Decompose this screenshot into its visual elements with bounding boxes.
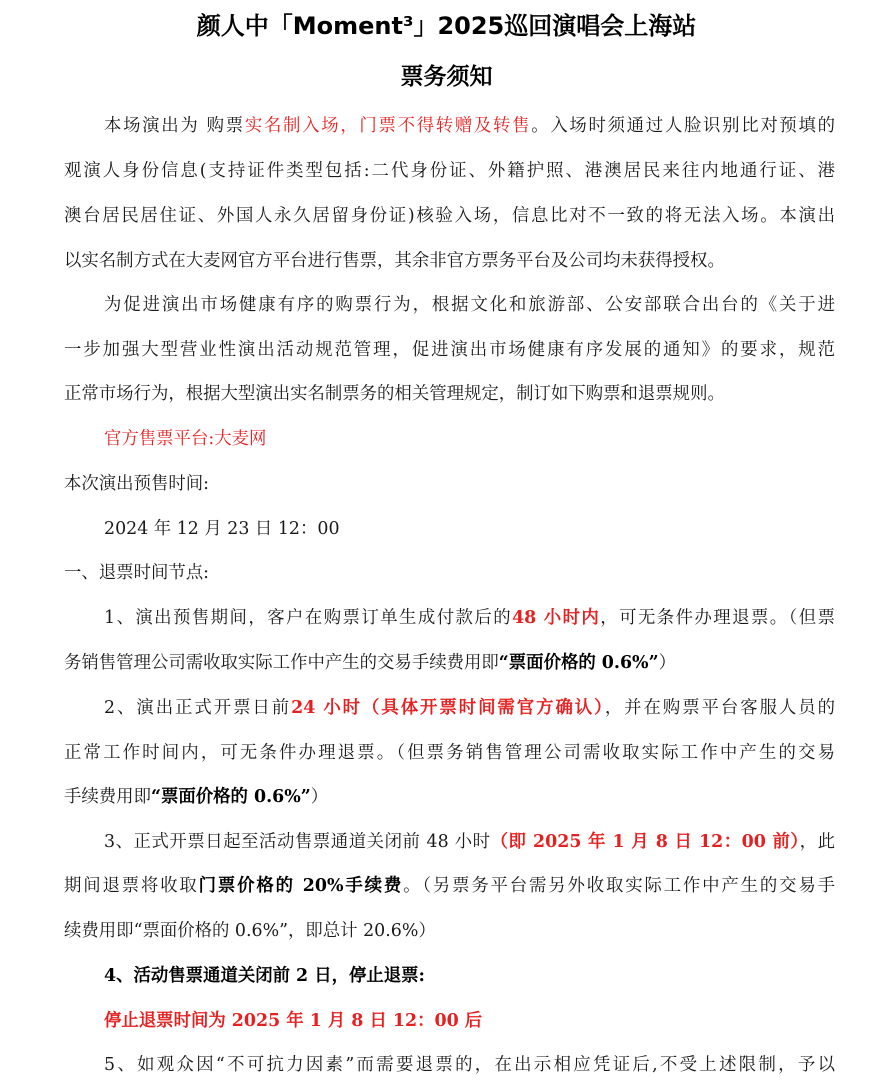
page-subtitle: 票务须知	[400, 64, 493, 90]
item3-text: 。（另票务平台需另外收取实际工作中产生的交易手	[403, 876, 835, 896]
item2-text: ，并在购票平台客服人员的	[604, 698, 835, 718]
item4-stop-time: 停止退票时间为 2025 年 1 月 8 日 12：00 后	[104, 1011, 483, 1031]
item2-highlight: 24 小时（具体开票时间需官方确认）	[291, 698, 605, 718]
p2-line-1: 为促进演出市场健康有序的购票行为，根据文化和旅游部、公安部联合出台的《关于进	[104, 295, 835, 315]
item5-line-1: 5、如观众因“不可抗力因素”而需要退票的，在出示相应凭证后,不受上述限制，予以	[104, 1055, 835, 1075]
item2-fee-bold: “票面价格的 0.6%”	[150, 787, 311, 807]
p2-line-2: 一步加强大型营业性演出活动规范管理，促进演出市场健康有序发展的通知》的要求，规范	[64, 340, 835, 360]
item1-text: 务销售管理公司需收取实际工作中产生的交易手续费用即	[64, 653, 499, 673]
item2-text: ）	[310, 787, 329, 807]
p1-line-1	[104, 111, 835, 141]
p1-line-4: 以实名制方式在大麦网官方平台进行售票，其余非官方票务平台及公司均未获得授权。	[64, 251, 725, 271]
item4-line-1: 4、活动售票通道关闭前 2 日，停止退票:	[104, 966, 425, 986]
section-heading: 一、退票时间节点:	[64, 563, 209, 583]
item1-fee-bold: “票面价格的 0.6%”	[498, 653, 659, 673]
item2-text: 手续费用即	[64, 787, 151, 807]
p2-line-3: 正常市场行为，根据大型演出实名制票务的相关管理规定，制订如下购票和退票规则。	[64, 384, 725, 404]
item2-line-1	[104, 693, 835, 723]
item1-highlight: 48 小时内	[512, 608, 601, 628]
p1-line-2: 观演人身份信息(支持证件类型包括:二代身份证、外籍护照、港澳居民来往内地通行证、港	[64, 161, 835, 181]
item1-text: ）	[658, 653, 676, 673]
item2-line-2: 正常工作时间内，可无条件办理退票。（但票务销售管理公司需收取实际工作中产生的交易	[64, 743, 835, 763]
item3-line-3: 续费用即“票面价格的 0.6%”，即总计 20.6%）	[64, 921, 436, 941]
item1-text: ，可无条件办理退票。（但票	[600, 608, 835, 628]
official-platform: 官方售票平台:大麦网	[104, 429, 267, 449]
item3-fee-bold: 门票价格的 20%手续费	[198, 876, 404, 896]
item3-line-2	[64, 871, 835, 901]
presale-label: 本次演出预售时间:	[64, 474, 209, 494]
p1-text: 本场演出为 购票	[104, 116, 245, 136]
item3-line-1	[104, 827, 835, 857]
item3-text: 3、正式开票日起至活动售票通道关闭前 48 小时	[104, 832, 491, 852]
page-title: 颜人中「Moment³」2025巡回演唱会上海站	[196, 12, 697, 40]
item1-line-1	[104, 603, 835, 633]
item2-line-3	[64, 782, 835, 812]
item1-text: 1、演出预售期间，客户在购票订单生成付款后的	[104, 608, 513, 628]
p1-line-3: 澳台居民居住证、外国人永久居留身份证)核验入场，信息比对不一致的将无法入场。本演出	[64, 206, 835, 226]
item3-highlight: （即 2025 年 1 月 8 日 12：00 前）	[490, 832, 800, 852]
presale-time: 2024 年 12 月 23 日 12：00	[104, 519, 340, 539]
item3-text: ，此	[799, 832, 835, 852]
p1-text: 。入场时须通过人脸识别比对预填的	[531, 116, 835, 136]
item2-text: 2、演出正式开票日前	[104, 698, 292, 718]
realname-rule-highlight: 实名制入场，门票不得转赠及转售	[244, 116, 532, 136]
item3-text: 期间退票将收取	[64, 876, 199, 896]
item1-line-2	[64, 648, 835, 678]
